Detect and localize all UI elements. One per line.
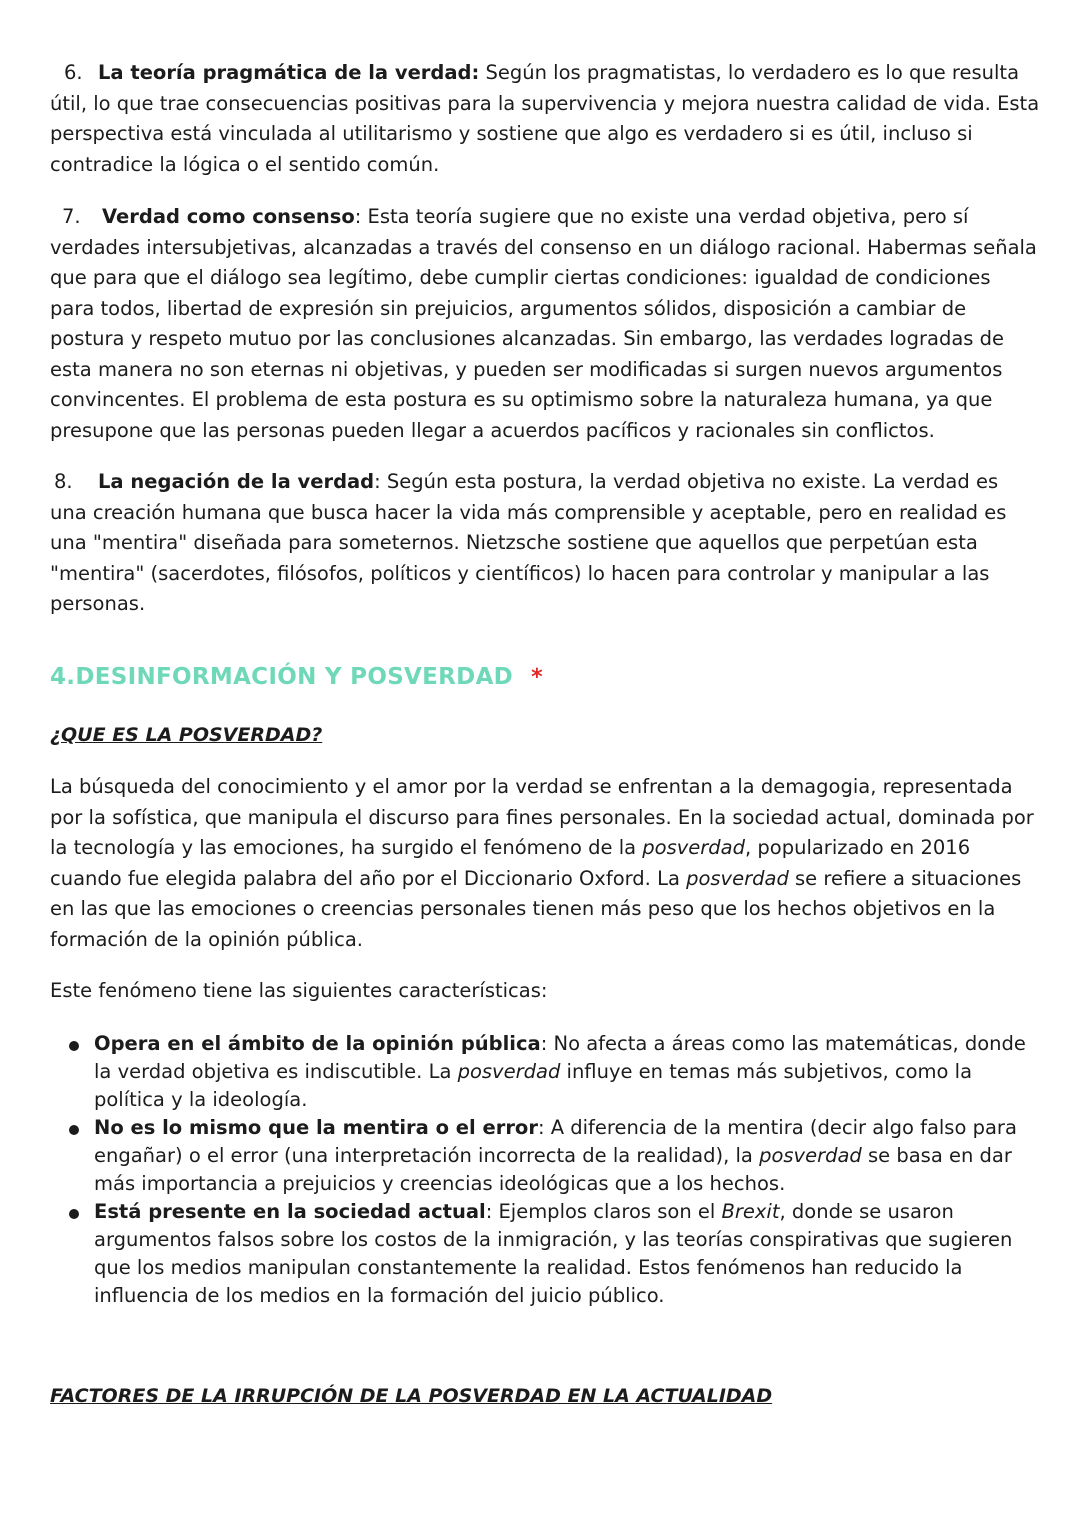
bullet-title: Opera en el ámbito de la opinión pública	[94, 1032, 541, 1055]
bullet-text: : Ejemplos claros son el	[485, 1200, 722, 1223]
characteristics-list	[50, 1030, 1040, 1310]
item-text: : Según esta postura, la verdad objetiva no existe. La verdad es una creación humana que busca hacer la vida más comprensible y aceptable, pero en realidad es una "mentira" diseñada para someternos. Nietzsche sostiene que aquellos que perpetúan esta "mentira" (sacerdotes, filósofos, políticos y científicos) lo hacen para controlar y manipular a las personas.	[50, 470, 1007, 615]
bullet-icon	[69, 1209, 79, 1219]
bullet-title: Está presente en la sociedad actual	[94, 1200, 486, 1223]
bullet-text: : No afecta a áreas como las matemáticas, donde la verdad objetiva es indiscutible. La	[94, 1032, 1026, 1083]
item-text: : Esta teoría sugiere que no existe una verdad objetiva, pero sí verdades intersubjetivas, alcanzadas a través del consenso en un diálogo racional. Habermas señala que para que el diálogo sea legítimo, debe cumplir ciertas condiciones: igualdad de condiciones para todos, libertad de expresión sin prejuicios, argumentos sólidos, disposición a cambiar de postura y respeto mutuo por las conclusiones alcanzadas. Sin embargo, las verdades logradas de esta manera no son eternas ni objetivas, y pueden ser modificadas si surgen nuevos argumentos convincentes. El problema de esta postura es su optimismo sobre la naturaleza humana, ya que presupone que las personas pueden llegar a acuerdos pacíficos y racionales sin conflictos.	[50, 205, 1037, 442]
bullet-icon	[69, 1125, 79, 1135]
list-item	[50, 1030, 1040, 1114]
bullet-text: , donde se usaron argumentos falsos sobre los costos de la inmigración, y las teorías conspirativas que sugieren que los medios manipulan constantemente la realidad. Estos fenómenos han reducido la influencia de los medios en la formación del juicio público.	[94, 1200, 1013, 1307]
list-item	[50, 1114, 1040, 1198]
item-title: La negación de la verdad	[98, 470, 375, 493]
intro-text: , popularizado en 2016 cuando fue elegida palabra del año por el Diccionario Oxford. La	[50, 836, 971, 890]
emphasis-term: Brexit	[721, 1200, 780, 1223]
emphasis-term: posverdad	[457, 1060, 561, 1083]
list-item	[50, 1198, 1040, 1310]
bullet-icon	[69, 1041, 79, 1051]
list-item-truth-denial	[50, 467, 1040, 620]
asterisk-mark: *	[531, 665, 543, 690]
bullet-text: se basa en dar más importancia a prejuicios y creencias ideológicas que a los hechos.	[94, 1144, 1012, 1195]
bullet-title: No es lo mismo que la mentira o el error	[94, 1116, 538, 1139]
item-number: 7.	[62, 205, 81, 228]
item-title: La teoría pragmática de la verdad:	[98, 61, 480, 84]
item-number: 6.	[64, 61, 83, 84]
subheading-factors: FACTORES DE LA IRRUPCIÓN DE LA POSVERDAD EN LA ACTUALIDAD	[50, 1385, 773, 1407]
emphasis-term: posverdad	[759, 1144, 862, 1167]
bullet-text: influye en temas más subjetivos, como la política y la ideología.	[94, 1060, 973, 1111]
item-text: Según los pragmatistas, lo verdadero es lo que resulta útil, lo que trae consecuencias positivas para la supervivencia y mejora nuestra calidad de vida. Esta perspectiva está vinculada al utilitarismo y sostiene que algo es verdadero si es útil, incluso si contradice la lógica o el sentido común.	[50, 61, 1040, 176]
list-item-consensus-truth	[50, 202, 1040, 446]
item-title: Verdad como consenso	[102, 205, 355, 228]
intro-text: La búsqueda del conocimiento y el amor por la verdad se enfrentan a la demagogia, representada por la sofística, que manipula el discurso para fines personales. En la sociedad actual, dominada por la tecnología y las emociones, ha surgido el fenómeno de la	[50, 775, 1034, 859]
intro-paragraph	[50, 772, 1040, 955]
list-item-pragmatic-theory	[50, 58, 1040, 180]
bullet-text: : A diferencia de la mentira (decir algo falso para engañar) o el error (una interpretación incorrecta de la realidad), la	[94, 1116, 1017, 1167]
intro-text: se refiere a situaciones en las que las emociones o creencias personales tienen más peso que los hechos objetivos en la formación de la opinión pública.	[50, 866, 1022, 951]
characteristics-intro: Este fenómeno tiene las siguientes características:	[50, 979, 548, 1002]
emphasis-term: posverdad	[686, 866, 789, 890]
section-heading	[50, 664, 543, 690]
emphasis-term: posverdad	[642, 836, 745, 859]
subheading-what-is-posverdad: ¿QUE ES LA POSVERDAD?	[50, 724, 323, 746]
item-number: 8.	[54, 470, 73, 493]
section-heading-text: 4.DESINFORMACIÓN Y POSVERDAD	[50, 664, 514, 690]
